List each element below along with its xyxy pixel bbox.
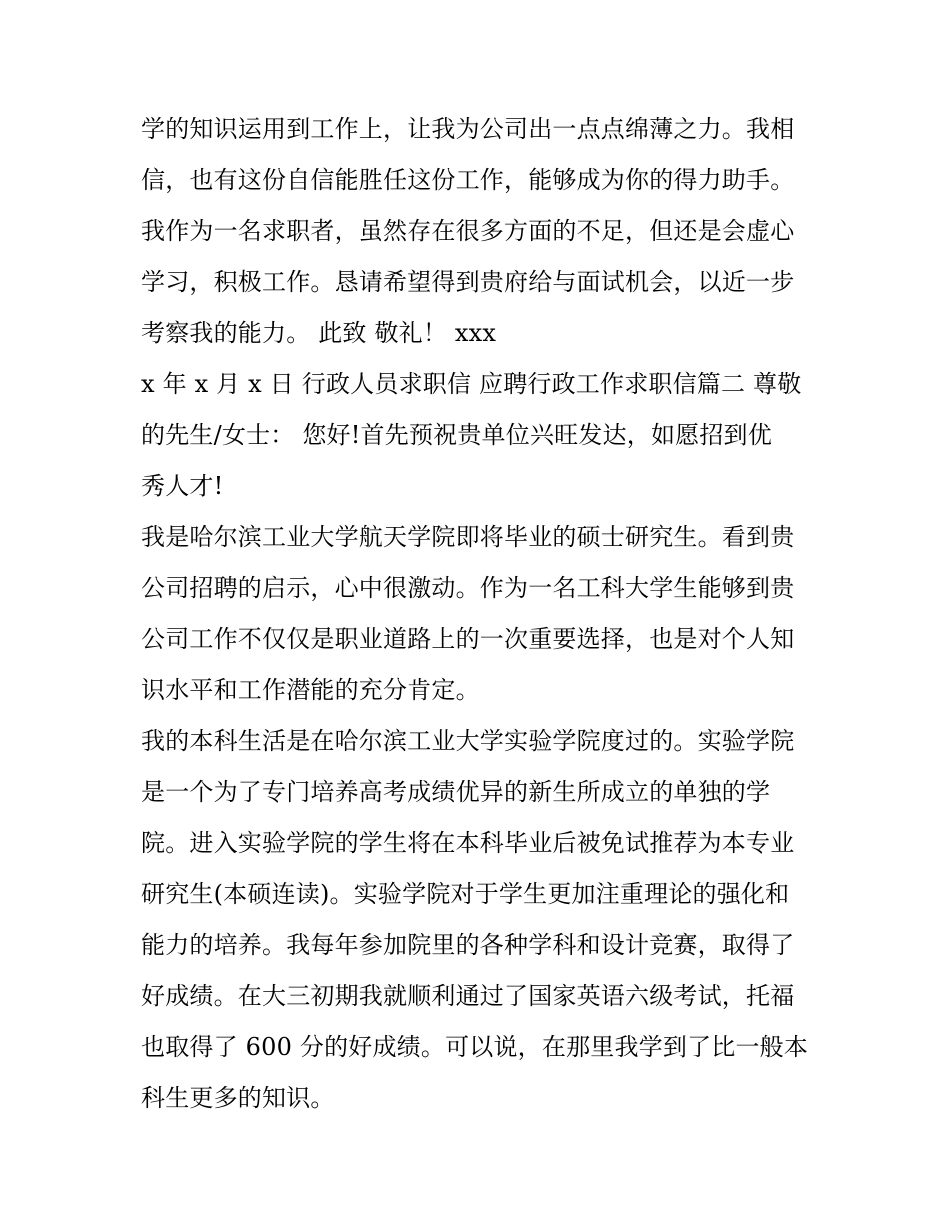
text-line: 秀人才! — [141, 472, 224, 500]
text-line: 也取得了 600 分的好成绩。可以说，在那里我学到了比一般本 — [141, 1033, 809, 1061]
text-line: 识水平和工作潜能的充分肯定。 — [141, 676, 480, 704]
text-line: 公司招聘的启示，心中很激动。作为一名工科大学生能够到贵 — [141, 574, 795, 602]
text-line: 信，也有这份自信能胜任这份工作，能够成为你的得力助手。 — [141, 166, 795, 194]
text-line: 能力的培养。我每年参加院里的各种学科和设计竞赛，取得了 — [141, 931, 795, 959]
text-line: 院。进入实验学院的学生将在本科毕业后被免试推荐为本专业 — [141, 829, 795, 857]
text-line: 好成绩。在大三初期我就顺利通过了国家英语六级考试，托福 — [141, 982, 795, 1010]
text-line: 考察我的能力。 此致 敬礼！ xxx — [141, 319, 497, 347]
text-line: x 年 x 月 x 日 行政人员求职信 应聘行政工作求职信篇二 尊敬 — [141, 370, 802, 398]
text-line: 的先生/女士： 您好!首先预祝贵单位兴旺发达，如愿招到优 — [141, 421, 772, 449]
text-line: 公司工作不仅仅是职业道路上的一次重要选择，也是对个人知 — [141, 625, 795, 653]
text-line: 学的知识运用到工作上，让我为公司出一点点绵薄之力。我相 — [141, 115, 795, 143]
text-line: 是一个为了专门培养高考成绩优异的新生所成立的单独的学 — [141, 778, 771, 806]
text-line: 我作为一名求职者，虽然存在很多方面的不足，但还是会虚心 — [141, 217, 795, 245]
text-line: 我是哈尔滨工业大学航天学院即将毕业的硕士研究生。看到贵 — [141, 523, 795, 551]
text-line: 学习，积极工作。恳请希望得到贵府给与面试机会，以近一步 — [141, 268, 795, 296]
text-line: 科生更多的知识。 — [141, 1084, 335, 1112]
text-line: 研究生(本硕连读)。实验学院对于学生更加注重理论的强化和 — [141, 880, 790, 908]
text-line: 我的本科生活是在哈尔滨工业大学实验学院度过的。实验学院 — [141, 727, 795, 755]
